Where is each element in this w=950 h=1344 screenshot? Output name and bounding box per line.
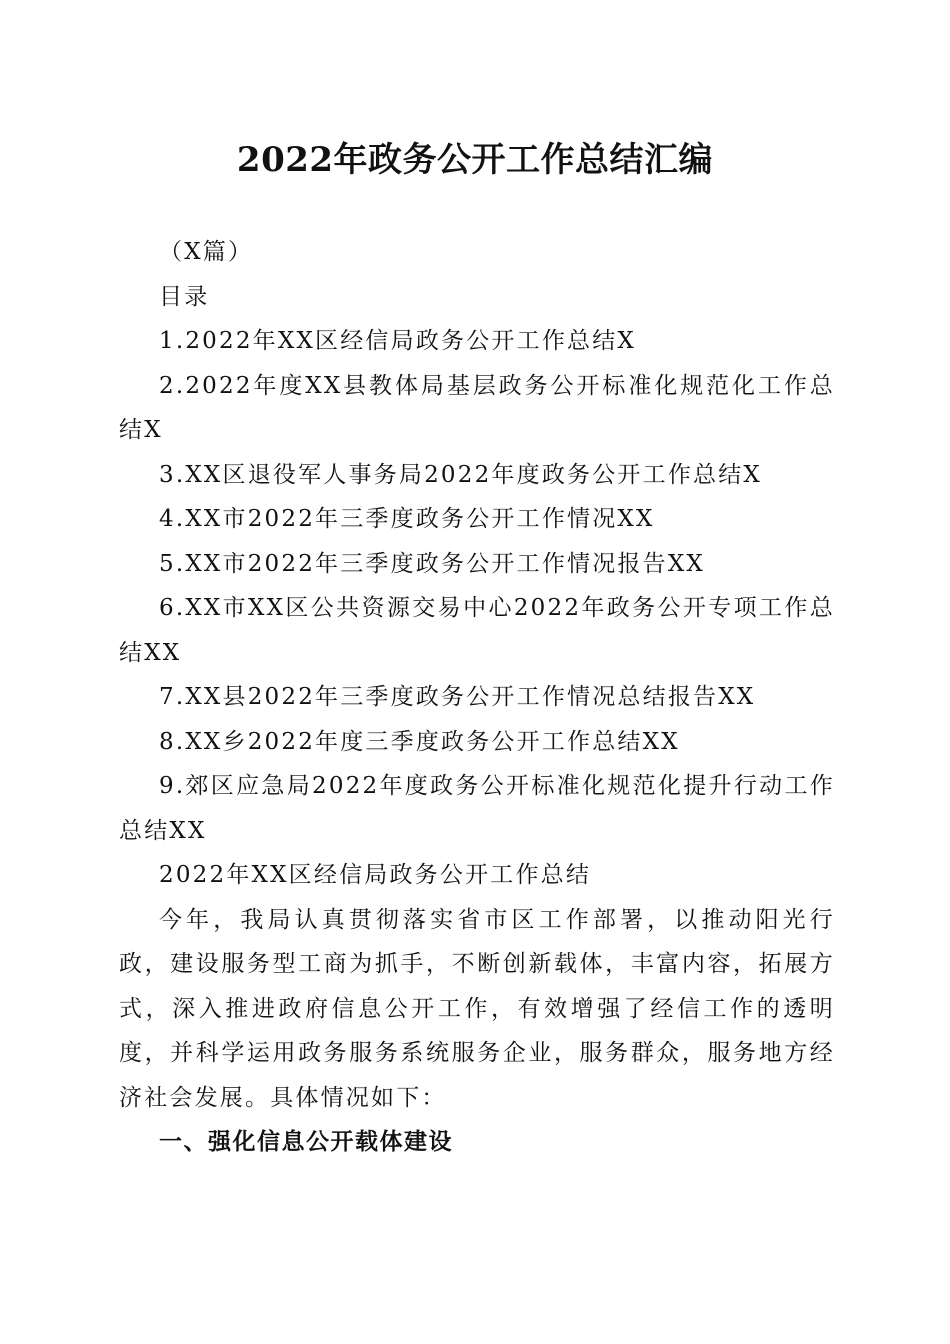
toc-item: 4.XX市2022年三季度政务公开工作情况XX	[159, 506, 655, 532]
intro-paragraph: 今年，我局认真贯彻落实省市区工作部署，以推动阳光行政，建设服务型工商为抓手，不断创新载体，丰富内容，拓展方式，深入推进政府信息公开工作，有效增强了经信工作的透明度，并科学运用政务服务系统服务企业，服务群众，服务地方经济社会发展。具体情况如下：	[119, 906, 835, 1111]
toc-item: 6.XX市XX区公共资源交易中心2022年政务公开专项工作总结XX	[119, 595, 835, 666]
toc-item: 2.2022年度XX县教体局基层政务公开标准化规范化工作总结X	[119, 372, 835, 443]
document-title: 2022年政务公开工作总结汇编	[236, 140, 714, 180]
article-title: 2022年XX区经信局政务公开工作总结	[159, 862, 592, 888]
toc-item: 5.XX市2022年三季度政务公开工作情况报告XX	[159, 550, 705, 577]
toc-item: 1.2022年XX区经信局政务公开工作总结X	[159, 328, 636, 354]
toc-item: 9.郊区应急局2022年度政务公开标准化规范化提升行动工作总结XX	[119, 773, 835, 844]
count-note: （X篇）	[159, 239, 254, 265]
toc-item: 7.XX县2022年三季度政务公开工作情况总结报告XX	[159, 684, 756, 710]
toc-item: 8.XX乡2022年度三季度政务公开工作总结XX	[159, 728, 680, 755]
section-heading: 一、强化信息公开载体建设	[159, 1129, 453, 1155]
toc-heading: 目录	[159, 283, 210, 310]
toc-item: 3.XX区退役军人事务局2022年度政务公开工作总结X	[159, 461, 762, 488]
document-body	[119, 230, 835, 1165]
